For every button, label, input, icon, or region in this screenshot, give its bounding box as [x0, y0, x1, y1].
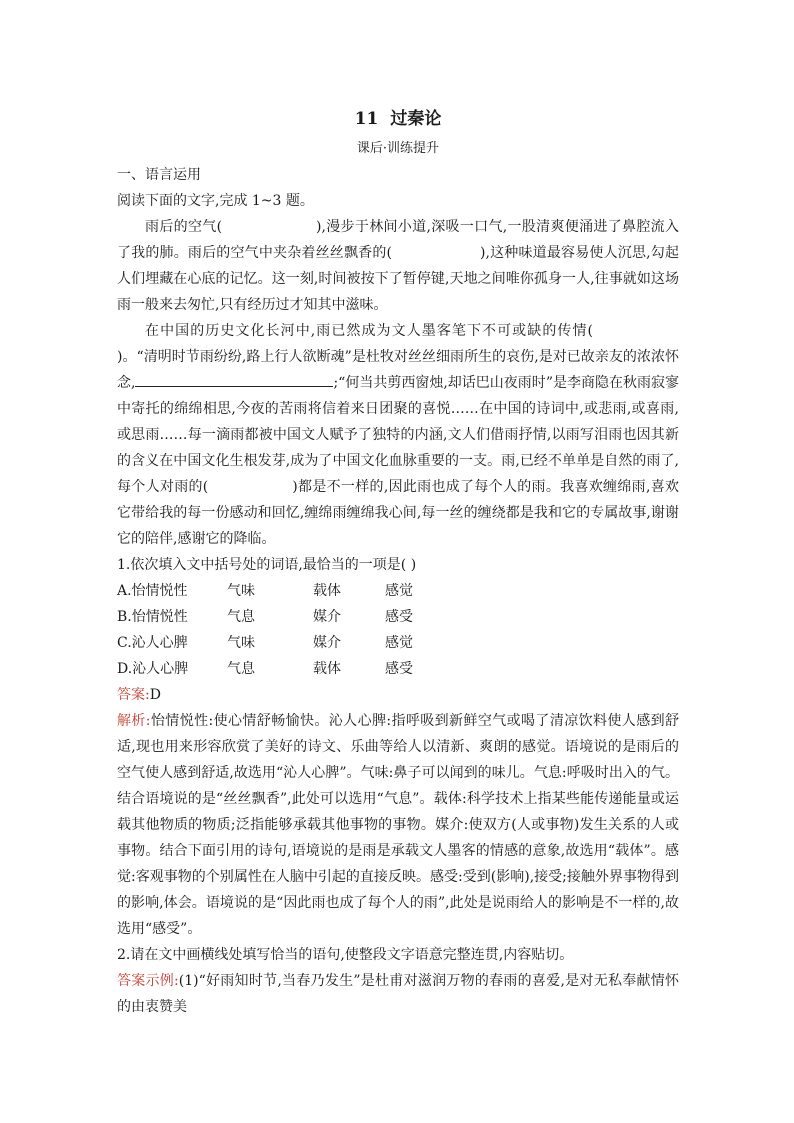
- option-cell: 感受: [385, 661, 413, 677]
- lesson-title: 过秦论: [390, 109, 442, 129]
- passage-text: 在中国的历史文化长河中,雨已然成为文人墨客笔下不可或缺的传情(: [145, 323, 593, 339]
- passage-text: 雨后的空气(: [145, 219, 223, 235]
- option-cell: 感觉: [385, 635, 413, 651]
- option-cell: 载体: [313, 583, 341, 599]
- option-row: [117, 630, 679, 656]
- passage-text: )都是不一样的,因此雨也成了每个人的雨。我喜欢缠绵雨,喜欢它带给我的每一份感动和回忆,缠绵雨缠绵我心间,每一丝的缠绕都是我和它的专属故事,谢谢它的陪伴,感谢它的降临。: [117, 479, 679, 547]
- option-row: [117, 656, 679, 682]
- answer-value: D: [149, 687, 161, 703]
- explanation-label: 解析:: [117, 713, 151, 729]
- passage-text: ),漫步于林间小道,深吸一口气,一股清爽便涌进了鼻腔流入了我的肺。雨后的空气中夹杂着丝丝飘香的(: [117, 219, 679, 261]
- question-1-answer: [117, 682, 679, 708]
- option-cell: 感受: [385, 609, 413, 625]
- option-cell: A.怡情悦性: [117, 583, 188, 599]
- underline-blank: [135, 372, 333, 387]
- option-cell: 气味: [227, 635, 255, 651]
- document-page: [117, 108, 679, 1020]
- option-cell: 感觉: [385, 583, 413, 599]
- option-cell: 载体: [313, 661, 341, 677]
- option-cell: C.沁人心脾: [117, 635, 188, 651]
- page-title: [117, 108, 679, 130]
- explanation-text: 怡情悦性:使心情舒畅愉快。沁人心脾:指呼吸到新鲜空气或喝了清凉饮料使人感到舒适,现也用来形容欣赏了美好的诗文、乐曲等给人以清新、爽朗的感觉。语境说的是雨后的空气使人感到舒适,故选用“沁人心脾”。气味:鼻子可以闻到的味儿。气息:呼吸时出入的气。结合语境说的是“丝丝飘香”,此处可以选用“气息”。载体:科学技术上指某些能传递能量或运载其他物质的物质;泛指能够承载其他事物的事物。媒介:使双方(人或事物)发生关系的人或事物。结合下面引用的诗句,语境说的是雨是承载文人墨客的情感的意象,故选用“载体”。感觉:客观事物的个别属性在人脑中引起的直接反映。感受:受到(影响),接受;接触外界事物得到的影响,体会。语境说的是“因此雨也成了每个人的雨”,此处是说雨给人的影响是不一样的,故选用“感受”。: [117, 713, 679, 937]
- passage-text: ),这种味道最容易使人沉思,勾起人们埋藏在心底的记忆。这一刻,时间被按下了暂停键,天地之间唯你孤身一人,往事就如这场雨一般来去匆忙,只有经历过才知其中滋味。: [117, 245, 679, 313]
- option-row: [117, 604, 679, 630]
- option-cell: 气息: [227, 609, 255, 625]
- option-cell: D.沁人心脾: [117, 661, 189, 677]
- passage-text: )。“清明时节雨纷纷,路上行人欲断魂”是杜牧对丝丝细雨所生的哀伤,是对已故亲友的浓浓怀念,: [117, 349, 679, 391]
- lesson-number: 11: [354, 109, 379, 129]
- passage-text: ;“何当共剪西窗烛,却话巴山夜雨时”是李商隐在秋雨寂寥中寄托的绵绵相思,今夜的苦雨将信着来日团聚的喜悦……在中国的诗词中,或悲雨,或喜雨,或思雨……每一滴雨都被中国文人赋予了独特的内涵,文人们借雨抒情,以雨写泪雨也因其新的含义在中国文化生根发芽,成为了中国文化血脉重要的一支。雨,已经不单单是自然的雨了,每个人对雨的(: [117, 375, 679, 495]
- passage-paragraph-1: [117, 214, 679, 318]
- instructions: 阅读下面的文字,完成 1~3 题。: [117, 193, 314, 209]
- answer-label: 答案示例:: [117, 973, 179, 989]
- answer-text: (1)“好雨知时节,当春乃发生”是杜甫对滋润万物的春雨的喜爱,是对无私奉献情怀的由衷赞美: [117, 973, 680, 1015]
- option-cell: 气味: [227, 583, 255, 599]
- option-cell: 气息: [227, 661, 255, 677]
- option-cell: 媒介: [313, 635, 341, 651]
- option-row: [117, 578, 679, 604]
- question-2-stem: 2.请在文中画横线处填写恰当的语句,使整段文字语意完整连贯,内容贴切。: [117, 947, 574, 963]
- passage-paragraph-2: [117, 318, 679, 552]
- section-heading: 一、语言运用: [117, 167, 201, 183]
- option-cell: B.怡情悦性: [117, 609, 188, 625]
- option-cell: 媒介: [313, 609, 341, 625]
- question-1-options: [117, 578, 679, 682]
- answer-label: 答案:: [117, 687, 150, 703]
- page-subtitle: 课后·训练提升: [356, 141, 440, 156]
- question-1-stem: 1.依次填入文中括号处的词语,最恰当的一项是( ): [117, 557, 417, 573]
- question-2-answer: [117, 968, 679, 1020]
- question-1-explanation: [117, 708, 679, 942]
